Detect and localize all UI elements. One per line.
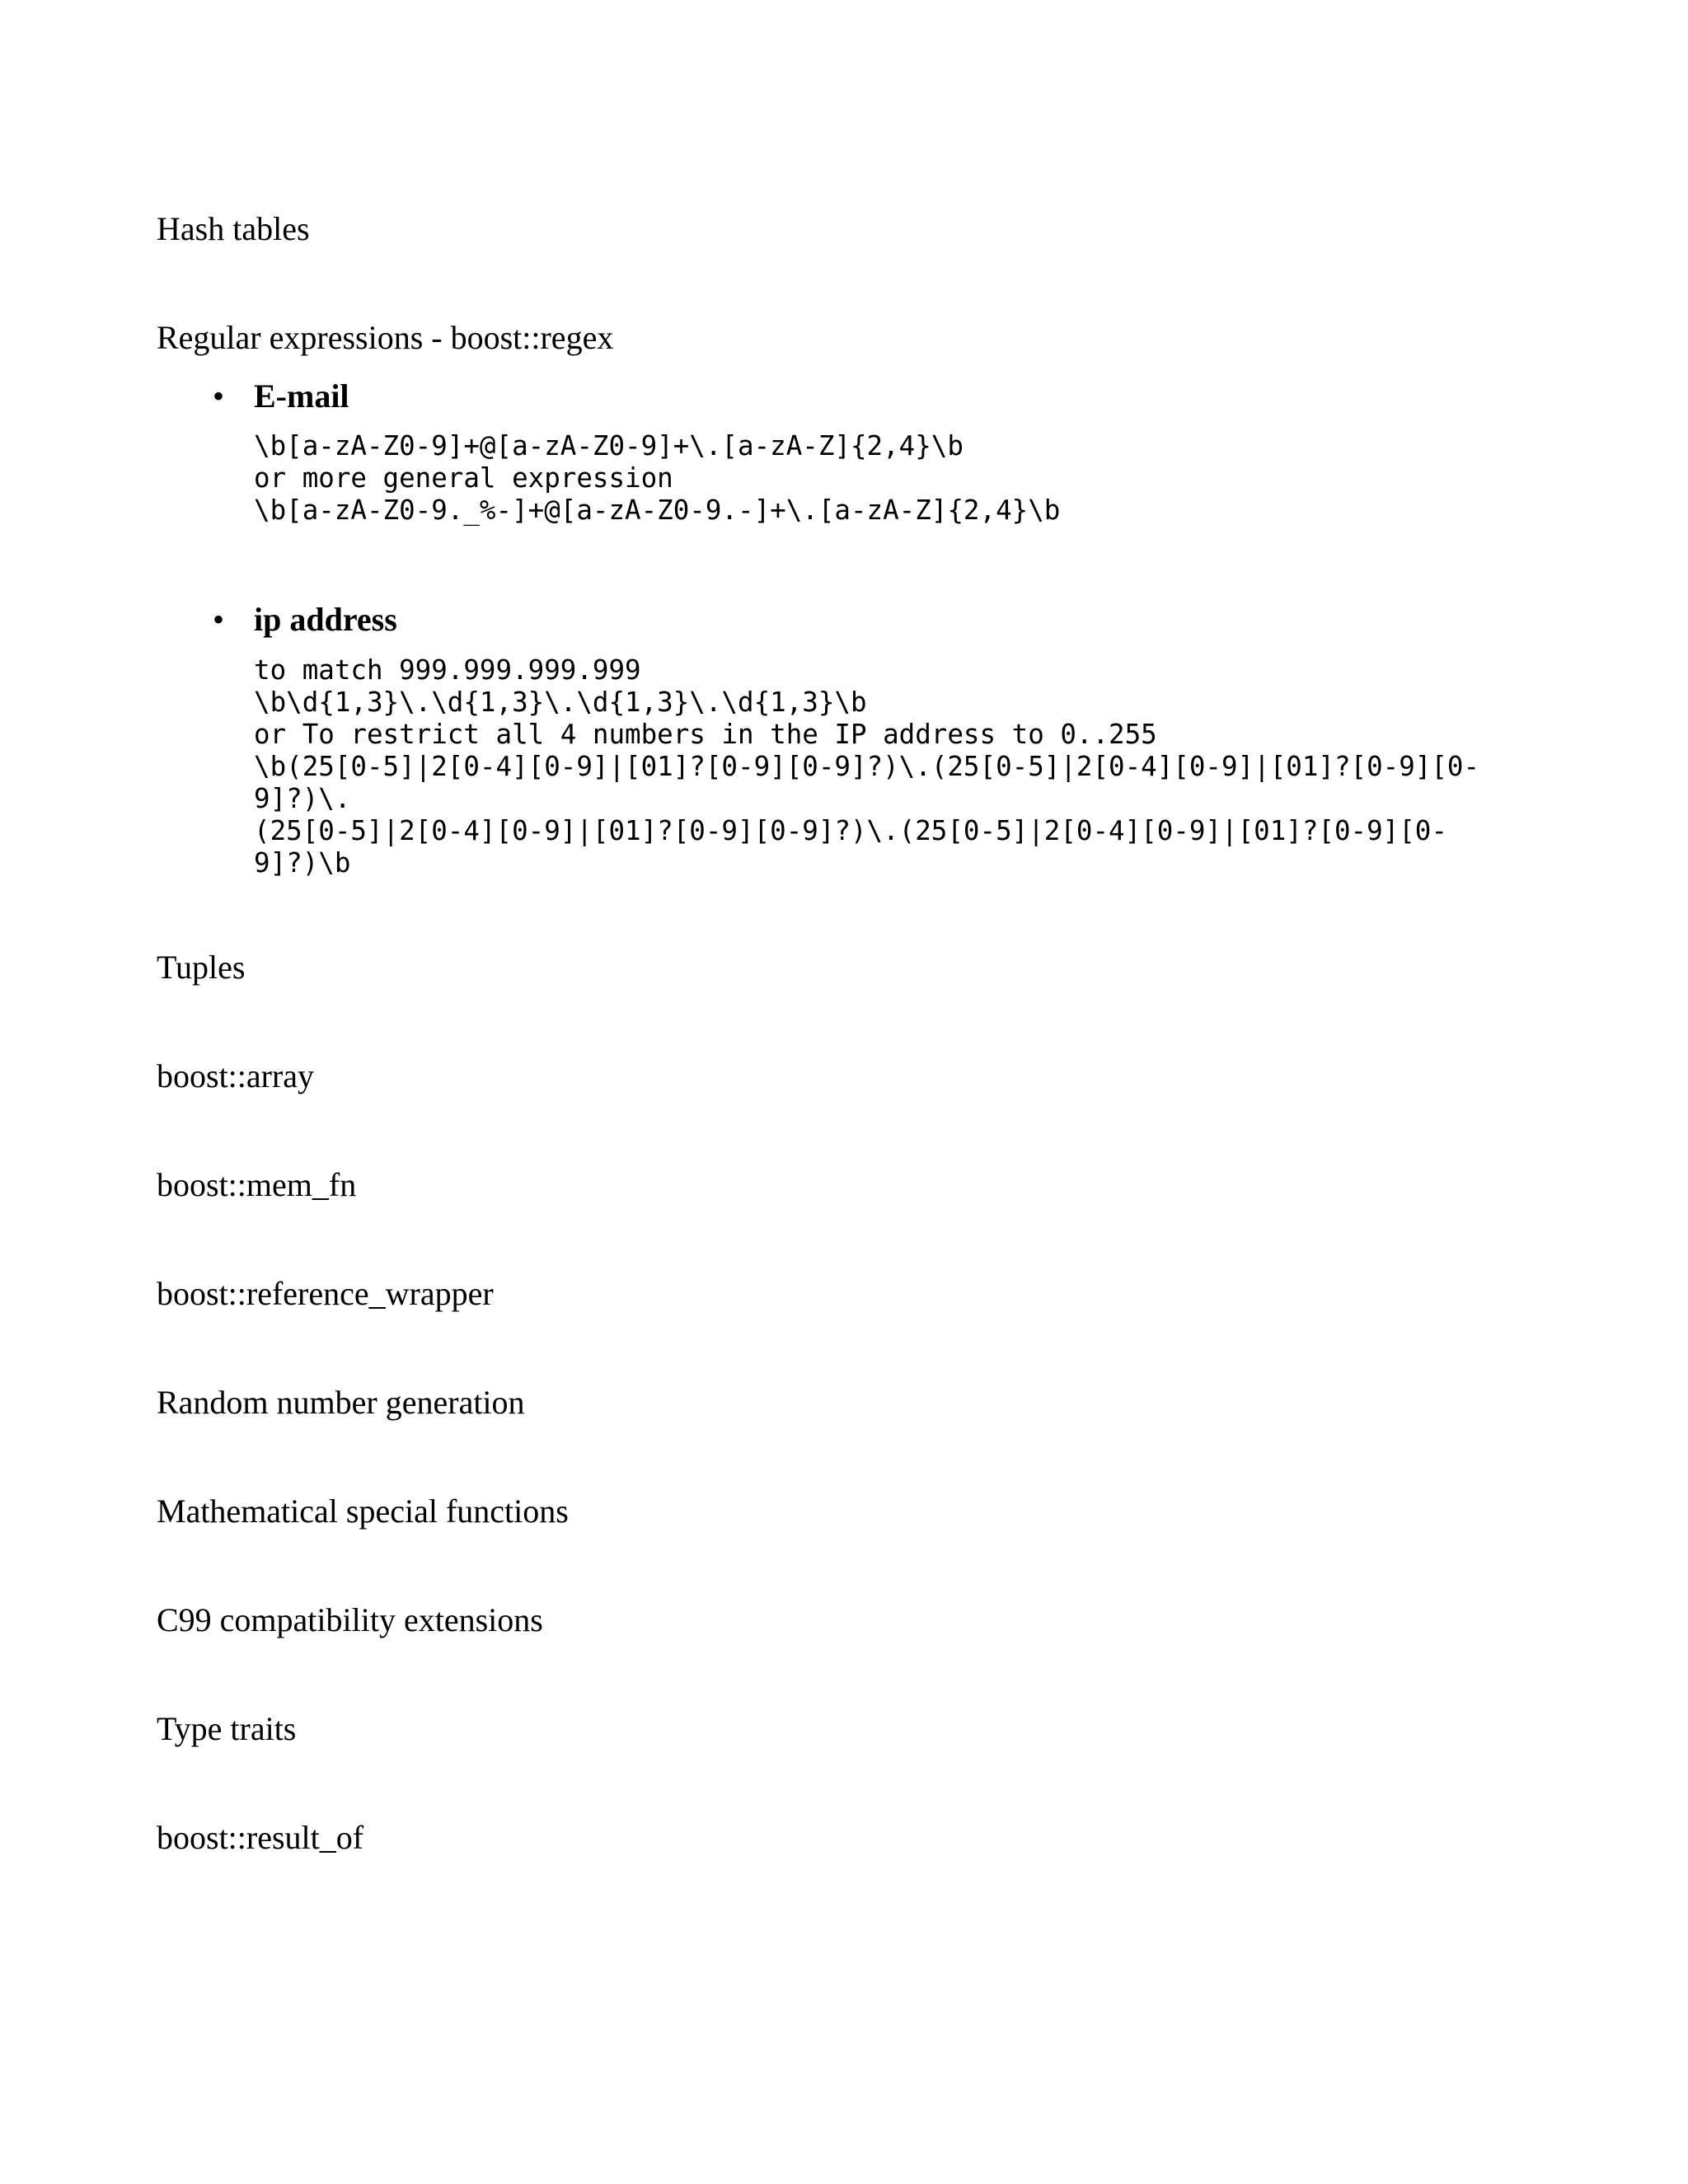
bullet-title-email: E-mail — [254, 377, 349, 415]
heading-c99-compatibility: C99 compatibility extensions — [157, 1601, 543, 1638]
code-line: \b[a-zA-Z0-9]+@[a-zA-Z0-9]+\.[a-zA-Z]{2,4}\b — [254, 430, 964, 462]
heading-regex: Regular expressions - boost::regex — [157, 319, 614, 356]
heading-random-number-generation: Random number generation — [157, 1384, 525, 1421]
code-line: \b(25[0-5]|2[0-4][0-9]|[01]?[0-9][0-9]?)\.(25[0-5]|2[0-4][0-9]|[01]?[0-9][0- — [254, 751, 1480, 782]
bullet-title-ip-address: ip address — [254, 601, 397, 638]
heading-hash-tables: Hash tables — [157, 210, 310, 247]
code-line: to match 999.999.999.999 — [254, 654, 641, 686]
heading-type-traits: Type traits — [157, 1710, 297, 1747]
code-block-ip-address — [254, 654, 1479, 879]
bullet-dot: • — [213, 377, 225, 415]
code-line: or To restrict all 4 numbers in the IP address to 0..255 — [254, 719, 1157, 750]
code-line: 9]?)\. — [254, 783, 351, 814]
code-block-email — [254, 430, 1060, 527]
bullet-dot: • — [213, 601, 225, 638]
heading-tuples: Tuples — [157, 949, 246, 986]
code-line: 9]?)\b — [254, 847, 351, 879]
bullet-ip-address — [213, 600, 397, 640]
code-line: \b\d{1,3}\.\d{1,3}\.\d{1,3}\.\d{1,3}\b — [254, 687, 867, 718]
heading-boost-array: boost::array — [157, 1057, 315, 1094]
heading-boost-mem-fn: boost::mem_fn — [157, 1166, 357, 1203]
code-line: \b[a-zA-Z0-9._%-]+@[a-zA-Z0-9.-]+\.[a-zA-Z]{2,4}\b — [254, 494, 1061, 526]
heading-boost-result-of: boost::result_of — [157, 1819, 364, 1856]
code-line: or more general expression — [254, 462, 673, 494]
heading-mathematical-special-functions: Mathematical special functions — [157, 1493, 569, 1530]
code-line: (25[0-5]|2[0-4][0-9]|[01]?[0-9][0-9]?)\.(25[0-5]|2[0-4][0-9]|[01]?[0-9][0- — [254, 815, 1447, 846]
bullet-email — [213, 377, 349, 416]
heading-boost-reference-wrapper: boost::reference_wrapper — [157, 1275, 494, 1312]
